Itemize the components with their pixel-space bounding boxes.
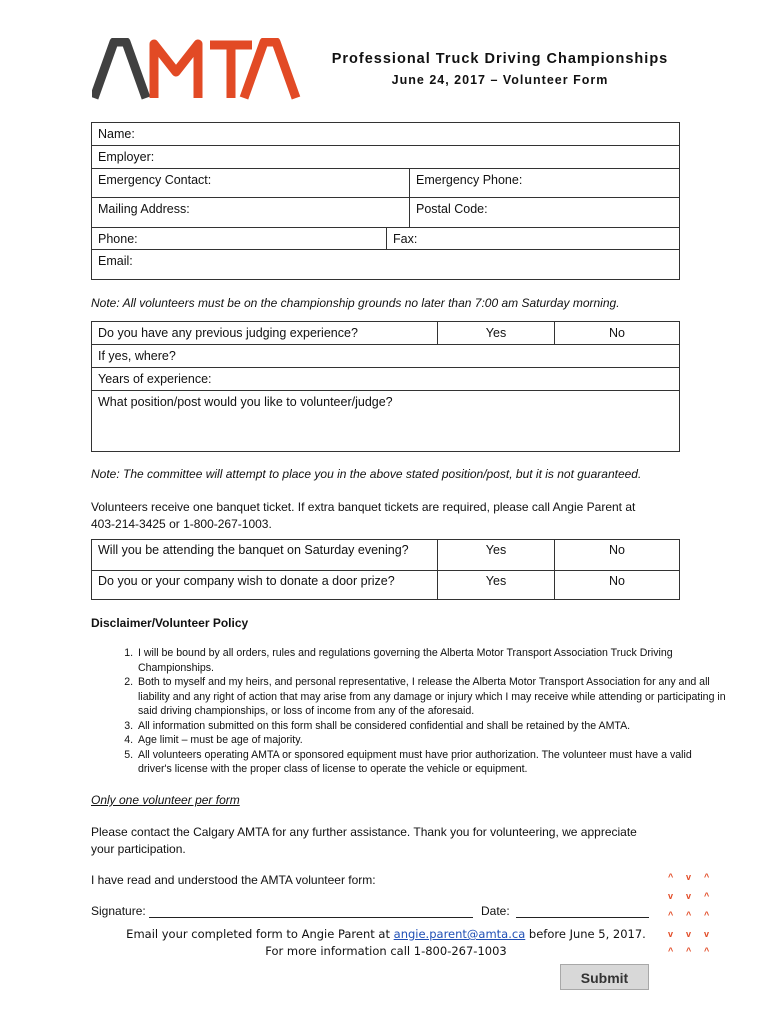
banquet-attend-question: Will you be attending the banquet on Saturday evening? bbox=[98, 543, 409, 557]
phone-field[interactable]: Phone: bbox=[98, 232, 138, 246]
date-label: Date: bbox=[481, 904, 510, 918]
more-info: For more information call 1-800-267-1003 bbox=[265, 944, 507, 958]
contact-line1: Please contact the Calgary AMTA for any further assistance. Thank you for volunteering, we appreciate bbox=[91, 825, 637, 839]
policy-item: 3. All information submitted on this form shall be considered confidential and shall be retained by the AMTA. bbox=[136, 719, 726, 734]
banquet-attend-yes[interactable]: Yes bbox=[437, 540, 554, 570]
years-experience-field[interactable]: Years of experience: bbox=[98, 372, 212, 386]
email-prefix: Email your completed form to Angie Parent at bbox=[126, 927, 394, 941]
chevron-down-icon: v bbox=[704, 929, 710, 939]
amta-logo bbox=[92, 38, 302, 100]
chevron-up-icon: ^ bbox=[704, 891, 710, 901]
judging-experience-question: Do you have any previous judging experience? bbox=[98, 326, 358, 340]
door-prize-yes[interactable]: Yes bbox=[437, 571, 554, 600]
experience-table bbox=[91, 321, 680, 452]
chevron-down-icon: v bbox=[686, 891, 692, 901]
postal-code-field[interactable]: Postal Code: bbox=[409, 198, 679, 227]
chevron-up-icon: ^ bbox=[704, 872, 710, 882]
banquet-info-line1: Volunteers receive one banquet ticket. If extra banquet tickets are required, please call Angie Parent at bbox=[91, 500, 636, 514]
chevron-up-icon: ^ bbox=[686, 946, 692, 956]
chevron-up-icon: ^ bbox=[704, 910, 710, 920]
banquet-info bbox=[91, 499, 691, 533]
read-understood: I have read and understood the AMTA volunteer form: bbox=[91, 873, 376, 887]
email-suffix: before June 5, 2017. bbox=[525, 927, 646, 941]
mailing-address-field[interactable]: Mailing Address: bbox=[98, 202, 190, 216]
email-instruction bbox=[91, 927, 681, 941]
chevron-up-icon: ^ bbox=[668, 872, 674, 882]
door-prize-question: Do you or your company wish to donate a door prize? bbox=[98, 574, 395, 588]
email-field[interactable]: Email: bbox=[98, 254, 133, 268]
chevron-down-icon: v bbox=[668, 891, 674, 901]
name-field[interactable]: Name: bbox=[98, 127, 135, 141]
chevron-down-icon: v bbox=[686, 929, 692, 939]
contact-table bbox=[91, 122, 680, 280]
chevron-up-icon: ^ bbox=[668, 946, 674, 956]
emergency-phone-field[interactable]: Emergency Phone: bbox=[409, 169, 679, 197]
policy-list bbox=[96, 646, 726, 777]
chevron-down-icon: v bbox=[686, 872, 692, 882]
chevron-up-icon: ^ bbox=[668, 910, 674, 920]
policy-heading: Disclaimer/Volunteer Policy bbox=[91, 616, 249, 630]
date-field[interactable] bbox=[516, 917, 649, 918]
chevron-down-icon: v bbox=[668, 929, 674, 939]
signature-label: Signature: bbox=[91, 904, 146, 918]
banquet-attend-no[interactable]: No bbox=[554, 540, 679, 570]
door-prize-no[interactable]: No bbox=[554, 571, 679, 600]
email-link[interactable]: angie.parent@amta.ca bbox=[393, 927, 526, 941]
banquet-table bbox=[91, 539, 680, 600]
policy-item: 4. Age limit – must be age of majority. bbox=[136, 733, 726, 748]
emergency-contact-field[interactable]: Emergency Contact: bbox=[98, 173, 212, 187]
chevron-up-icon: ^ bbox=[704, 946, 710, 956]
where-field[interactable]: If yes, where? bbox=[98, 349, 176, 363]
form-subtitle: June 24, 2017 – Volunteer Form bbox=[391, 73, 609, 87]
employer-field[interactable]: Employer: bbox=[98, 150, 155, 164]
banquet-info-line2: 403-214-3425 or 1-800-267-1003. bbox=[91, 517, 272, 531]
form-title: Professional Truck Driving Championships bbox=[331, 51, 669, 67]
contact-line2: your participation. bbox=[91, 842, 186, 856]
contact-paragraph bbox=[91, 824, 691, 858]
fax-field[interactable]: Fax: bbox=[386, 228, 679, 249]
submit-button[interactable]: Submit bbox=[560, 964, 649, 990]
judging-experience-yes[interactable]: Yes bbox=[437, 322, 554, 344]
note-arrival: Note: All volunteers must be on the championship grounds no later than 7:00 am Saturday morning. bbox=[91, 296, 620, 310]
note-placement: Note: The committee will attempt to place you in the above stated position/post, but it is not guaranteed. bbox=[91, 467, 642, 481]
signature-field[interactable] bbox=[149, 917, 473, 918]
one-per-form-note: Only one volunteer per form bbox=[91, 793, 240, 807]
judging-experience-no[interactable]: No bbox=[554, 322, 679, 344]
chevron-up-icon: ^ bbox=[686, 910, 692, 920]
position-field[interactable]: What position/post would you like to volunteer/judge? bbox=[98, 395, 393, 409]
policy-item: 5. All volunteers operating AMTA or sponsored equipment must have prior authorization. The volunteer must have a valid driver's license with the proper class of license to operate the vehicle or equipment. bbox=[136, 748, 726, 777]
policy-item: 1. I will be bound by all orders, rules and regulations governing the Alberta Motor Transport Association Truck Driving Championships. bbox=[136, 646, 726, 675]
policy-item: 2. Both to myself and my heirs, and personal representative, I release the Alberta Motor Transport Association for any and all liability and any right of action that may arise from any damage or injury which I may receive while attending or participating in said driving championships, or loss of income from any of the aforesaid. bbox=[136, 675, 726, 719]
